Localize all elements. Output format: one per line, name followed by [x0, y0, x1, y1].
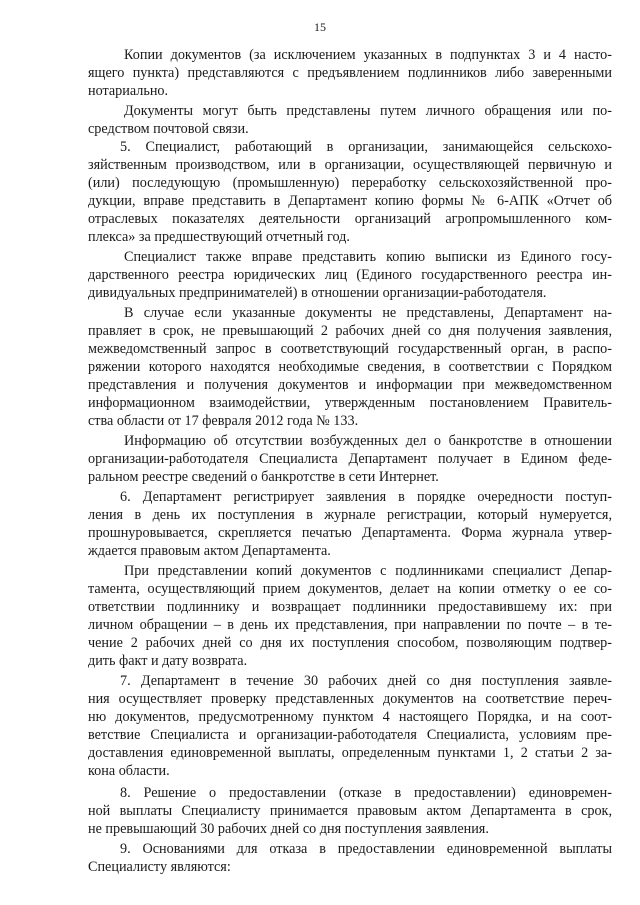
text-line: ральном реестре сведений о банкротстве в сети Интернет.	[88, 469, 439, 485]
page-number: 15	[314, 20, 326, 34]
text-line: Специалисту являются:	[88, 859, 231, 875]
text-line: не превышающий 30 рабочих дней со дня поступления заявления.	[88, 821, 489, 837]
text-line: дукции, вправе представить в Департамент копию формы № 6-АПК «Отчет об	[88, 193, 612, 209]
text-line: ной выплаты Специалисту принимается правовым актом Департамента в срок,	[88, 803, 612, 819]
text-line: прошнуровывается, скрепляется печатью Департамента. Форма журнала утвер-	[88, 525, 612, 541]
text-line: ния осуществляет проверку представленных документов на соответствие переч-	[88, 691, 612, 707]
text-line: дивидуальных предпринимателей) в отношении организации-работодателя.	[88, 285, 547, 301]
text-line: организации-работодателя Специалиста Департамент получает в Едином феде-	[88, 451, 612, 467]
text-line: ню документов, предусмотренному пунктом 4 настоящего Порядка, и на соот-	[88, 709, 612, 725]
text-line: 5. Специалист, работающий в организации, занимающейся сельскохо-	[120, 139, 612, 155]
text-line: Копии документов (за исключением указанных в подпунктах 3 и 4 насто-	[124, 47, 612, 63]
text-line: ждается правовым актом Департамента.	[88, 543, 331, 559]
text-line: отраслевых показателях деятельности организаций агропромышленного ком-	[88, 211, 612, 227]
text-line: кона области.	[88, 763, 170, 779]
text-line: 6. Департамент регистрирует заявления в порядке очередности поступ-	[120, 489, 612, 505]
text-line: 8. Решение о предоставлении (отказе в предоставлении) единовремен-	[120, 785, 612, 801]
text-line: ветствие Специалиста и организации-работодателя Специалиста, условиям пре-	[88, 727, 612, 743]
text-line: Специалист также вправе представить копию выписки из Единого госу-	[124, 249, 612, 265]
text-line: нотариально.	[88, 83, 169, 99]
text-line: плекса» за предшествующий отчетный год.	[88, 229, 350, 245]
text-line: представления и получения документов и информации при межведомственном	[88, 377, 612, 393]
text-line: дить факт и дату возврата.	[88, 653, 248, 669]
text-line: 7. Департамент в течение 30 рабочих дней со дня поступления заявле-	[120, 673, 612, 689]
text-line: доставления единовременной выплаты, определенным пунктами 1, 2 статьи 2 за-	[88, 745, 612, 761]
text-line: зяйственным производством, или в организации, осуществляющей первичную и	[88, 157, 612, 173]
text-line: информационном взаимодействии, утвержденным постановлением Правитель-	[88, 395, 612, 411]
text-line: ряжении которого находятся необходимые сведения, в соответствии с Порядком	[88, 359, 612, 375]
text-line: тамента, осуществляющий прием документов, делает на копии отметку о ее со-	[88, 581, 612, 597]
text-line: правляет в срок, не превышающий 2 рабочих дней со дня получения заявления,	[88, 323, 612, 339]
text-line: Информацию об отсутствии возбужденных дел о банкротстве в отношении	[124, 433, 612, 449]
text-line: 9. Основаниями для отказа в предоставлении единовременной выплаты	[120, 841, 612, 857]
text-line: личном обращении – в день их представления, при направлении по почте – в те-	[88, 617, 612, 633]
text-line: ства области от 17 февраля 2012 года № 133.	[88, 413, 359, 429]
text-line: чение 2 рабочих дней со дня их поступления способом, позволяющим подтвер-	[88, 635, 612, 651]
text-line: ящего пункта) представляются с предъявлением подлинников либо заверенными	[88, 65, 612, 81]
text-line: ответствии подлиннику и возвращает подлинники предоставившему их: при	[88, 599, 612, 615]
text-line: межведомственный запрос в соответствующий государственный орган, в распо-	[88, 341, 612, 357]
text-line: средством почтовой связи.	[88, 121, 249, 137]
text-line: (или) последующую (промышленную) переработку сельскохозяйственной про-	[88, 175, 612, 191]
text-line: ления в день их поступления в журнале регистрации, который нумеруется,	[88, 507, 612, 523]
text-line: В случае если указанные документы не представлены, Департамент на-	[124, 305, 612, 321]
text-line: дарственного реестра юридических лиц (Единого государственного реестра ин-	[88, 267, 612, 283]
text-line: Документы могут быть представлены путем личного обращения или по-	[124, 103, 612, 119]
text-line: При представлении копий документов с подлинниками специалист Депар-	[124, 563, 612, 579]
